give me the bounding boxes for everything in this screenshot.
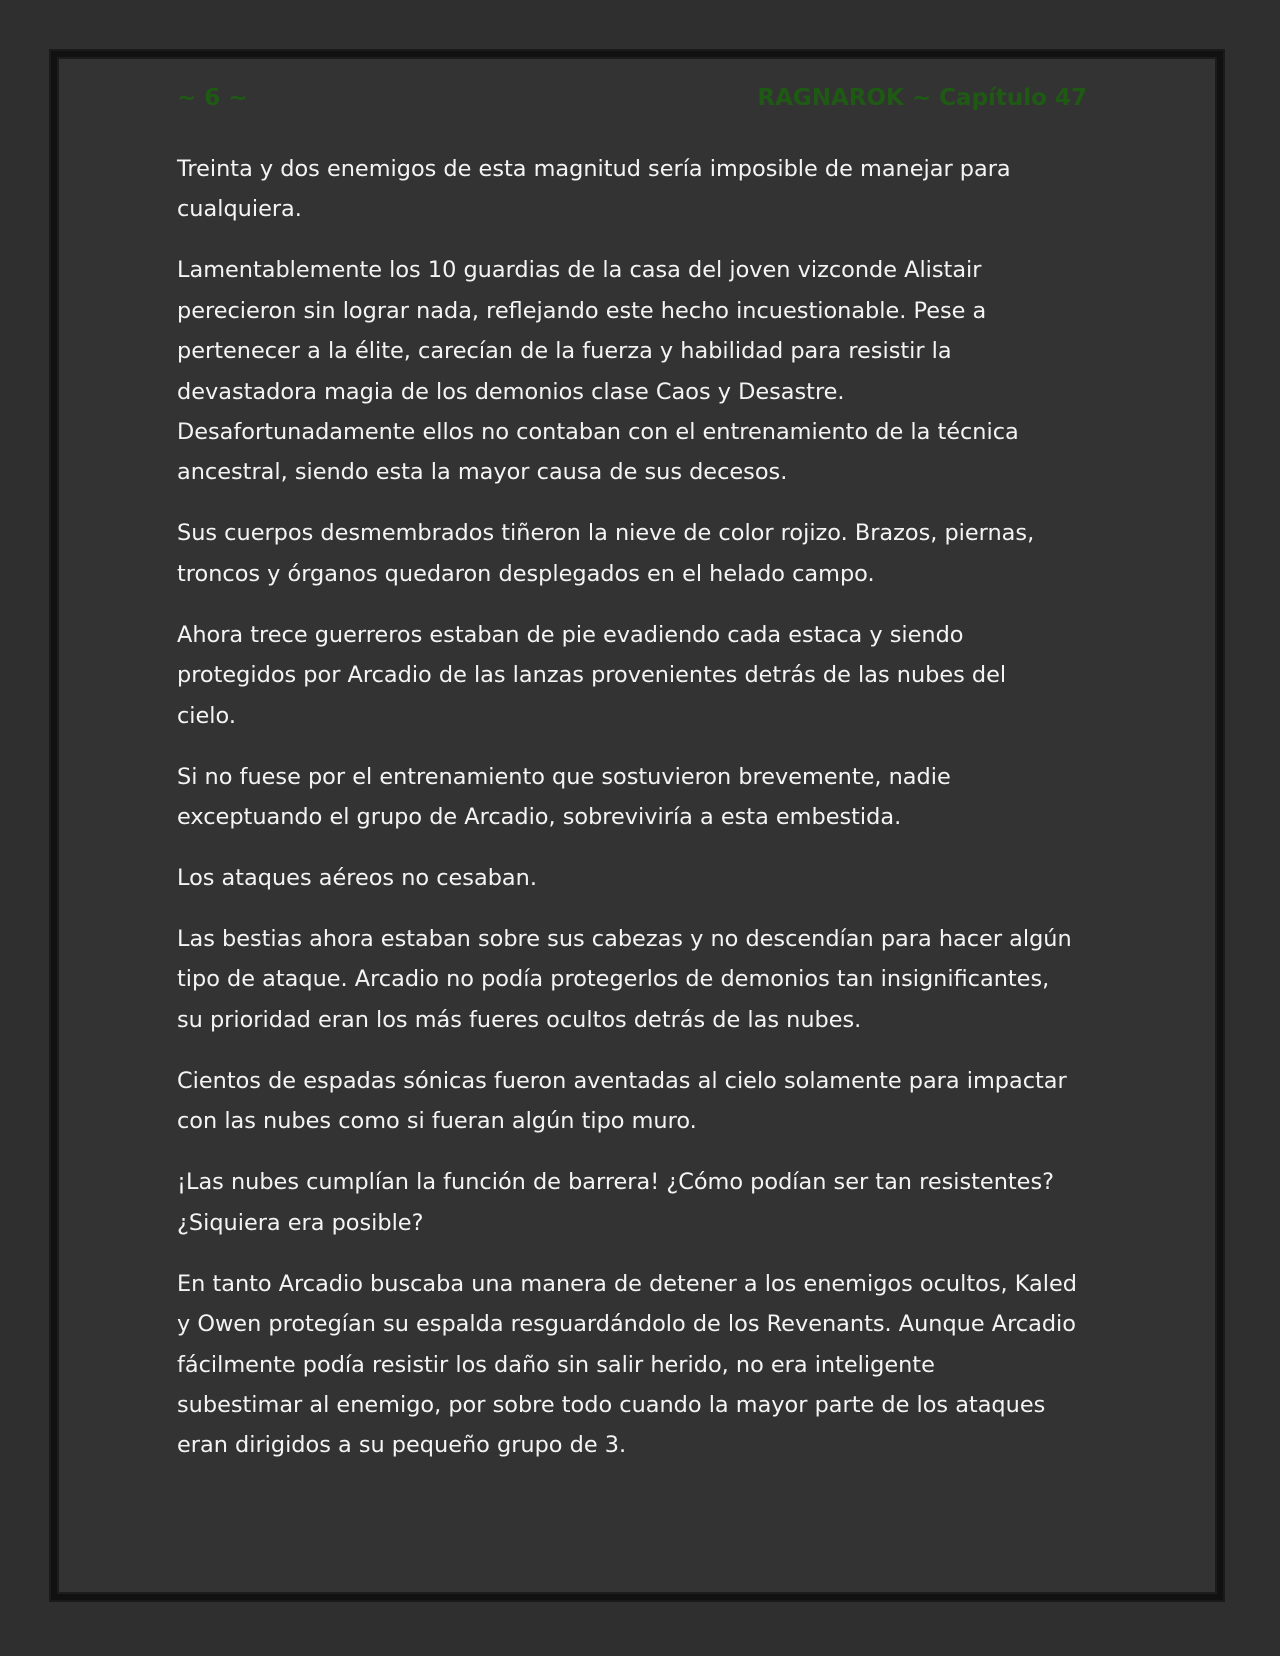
paragraph: En tanto Arcadio buscaba una manera de detener a los enemigos ocultos, Kaled y Owen protegían su espalda resguardándolo de los Revenants. Aunque Arcadio fácilmente podía resistir los daño sin salir herido, no era inteligente subestimar al enemigo, por sobre todo cuando la mayor parte de los ataques eran dirigidos a su pequeño grupo de 3. bbox=[177, 1270, 1077, 1459]
page-header bbox=[177, 85, 1087, 119]
page-number: ~ 6 ~ bbox=[177, 85, 248, 111]
paragraph: Los ataques aéreos no cesaban. bbox=[177, 865, 537, 892]
paragraph: Ahora trece guerreros estaban de pie evadiendo cada estaca y siendo protegidos por Arcadio de las lanzas provenientes detrás de las nubes del cielo. bbox=[177, 621, 1007, 729]
paragraph: Lamentablemente los 10 guardias de la casa del joven vizconde Alistair perecieron sin lograr nada, reflejando este hecho incuestionable. Pese a pertenecer a la élite, carecían de la fuerza y habilidad para resistir la devastadora magia de los demonios clase Caos y Desastre. Desafortunadamente ellos no contaban con el entrenamiento de la técnica ancestral, siendo esta la mayor causa de sus decesos. bbox=[177, 257, 1019, 486]
running-title: RAGNAROK ~ Capítulo 47 bbox=[757, 85, 1087, 111]
paragraph: ¡Las nubes cumplían la función de barrera! ¿Cómo podían ser tan resistentes? ¿Siquiera era posible? bbox=[177, 1169, 1055, 1236]
document-page bbox=[51, 51, 1223, 1600]
body-text bbox=[177, 149, 1097, 1486]
paragraph: Si no fuese por el entrenamiento que sostuvieron brevemente, nadie exceptuando el grupo de Arcadio, sobreviviría a esta embestida. bbox=[177, 763, 951, 831]
paragraph: Las bestias ahora estaban sobre sus cabezas y no descendían para hacer algún tipo de ataque. Arcadio no podía protegerlos de demonios tan insignificantes, su prioridad eran los más fueres ocultos detrás de las nubes. bbox=[177, 926, 1072, 1033]
paragraph: Sus cuerpos desmembrados tiñeron la nieve de color rojizo. Brazos, piernas, troncos y órganos quedaron desplegados en el helado campo. bbox=[177, 520, 1035, 587]
paragraph: Treinta y dos enemigos de esta magnitud sería imposible de manejar para cualquiera. bbox=[177, 156, 1011, 223]
paragraph: Cientos de espadas sónicas fueron aventadas al cielo solamente para impactar con las nubes como si fueran algún tipo muro. bbox=[177, 1067, 1067, 1135]
